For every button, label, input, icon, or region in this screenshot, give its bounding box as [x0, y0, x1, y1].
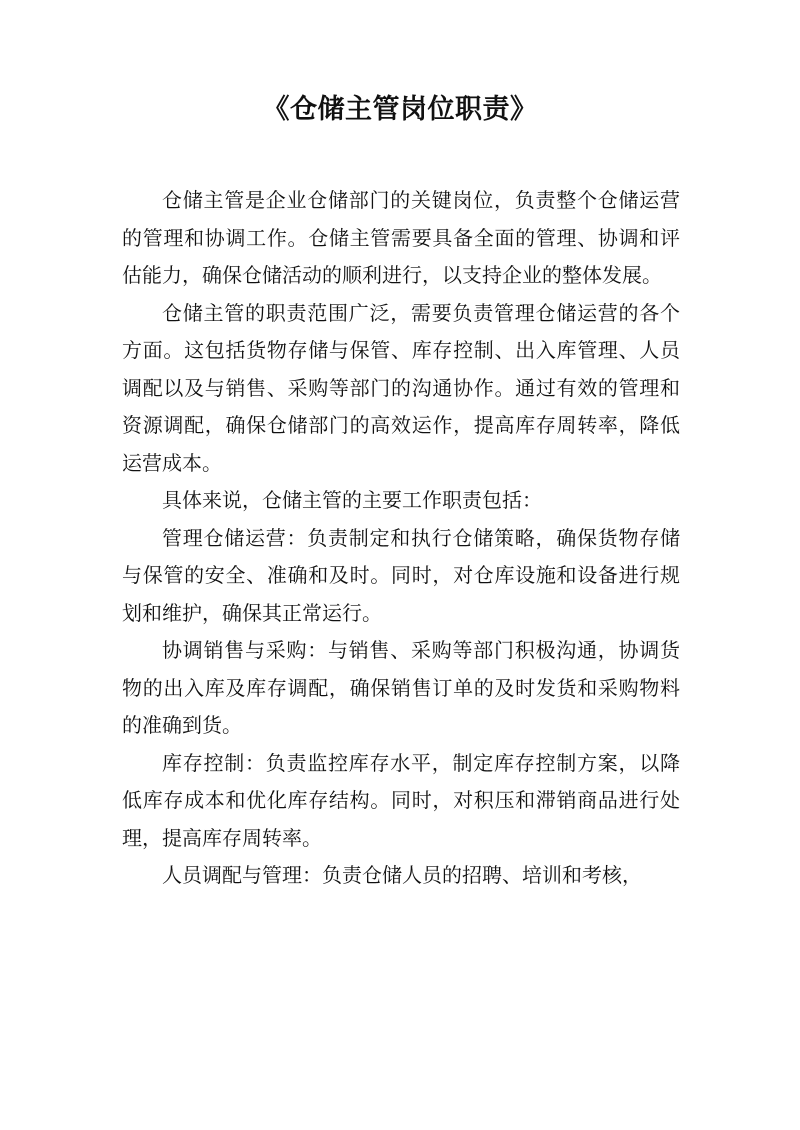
paragraph-sales-purchasing: 协调销售与采购：与销售、采购等部门积极沟通，协调货物的出入库及库存调配，确保销售订单的及时发货和采购物料的准确到货。	[122, 638, 680, 737]
paragraph-staff-management: 人员调配与管理：负责仓储人员的招聘、培训和考核，	[162, 863, 642, 887]
paragraph-scope: 仓储主管的职责范围广泛，需要负责管理仓储运营的各个方面。这包括货物存储与保管、库存控制、出入库管理、人员调配以及与销售、采购等部门的沟通协作。通过有效的管理和资源调配，确保仓储部门的高效运作，提高库存周转率，降低运营成本。	[122, 300, 680, 475]
paragraph-duties-intro: 具体来说，仓储主管的主要工作职责包括：	[162, 488, 542, 512]
paragraph-inventory-control: 库存控制：负责监控库存水平，制定库存控制方案，以降低库存成本和优化库存结构。同时，对积压和滞销商品进行处理，提高库存周转率。	[122, 750, 680, 850]
document-title: 《仓储主管岗位职责》	[262, 94, 538, 125]
document-body	[122, 182, 680, 895]
paragraph-warehouse-operations: 管理仓储运营：负责制定和执行仓储策略，确保货物存储与保管的安全、准确和及时。同时，对仓库设施和设备进行规划和维护，确保其正常运行。	[122, 525, 680, 625]
paragraph-intro: 仓储主管是企业仓储部门的关键岗位，负责整个仓储运营的管理和协调工作。仓储主管需要具备全面的管理、协调和评估能力，确保仓储活动的顺利进行，以支持企业的整体发展。	[122, 188, 680, 287]
